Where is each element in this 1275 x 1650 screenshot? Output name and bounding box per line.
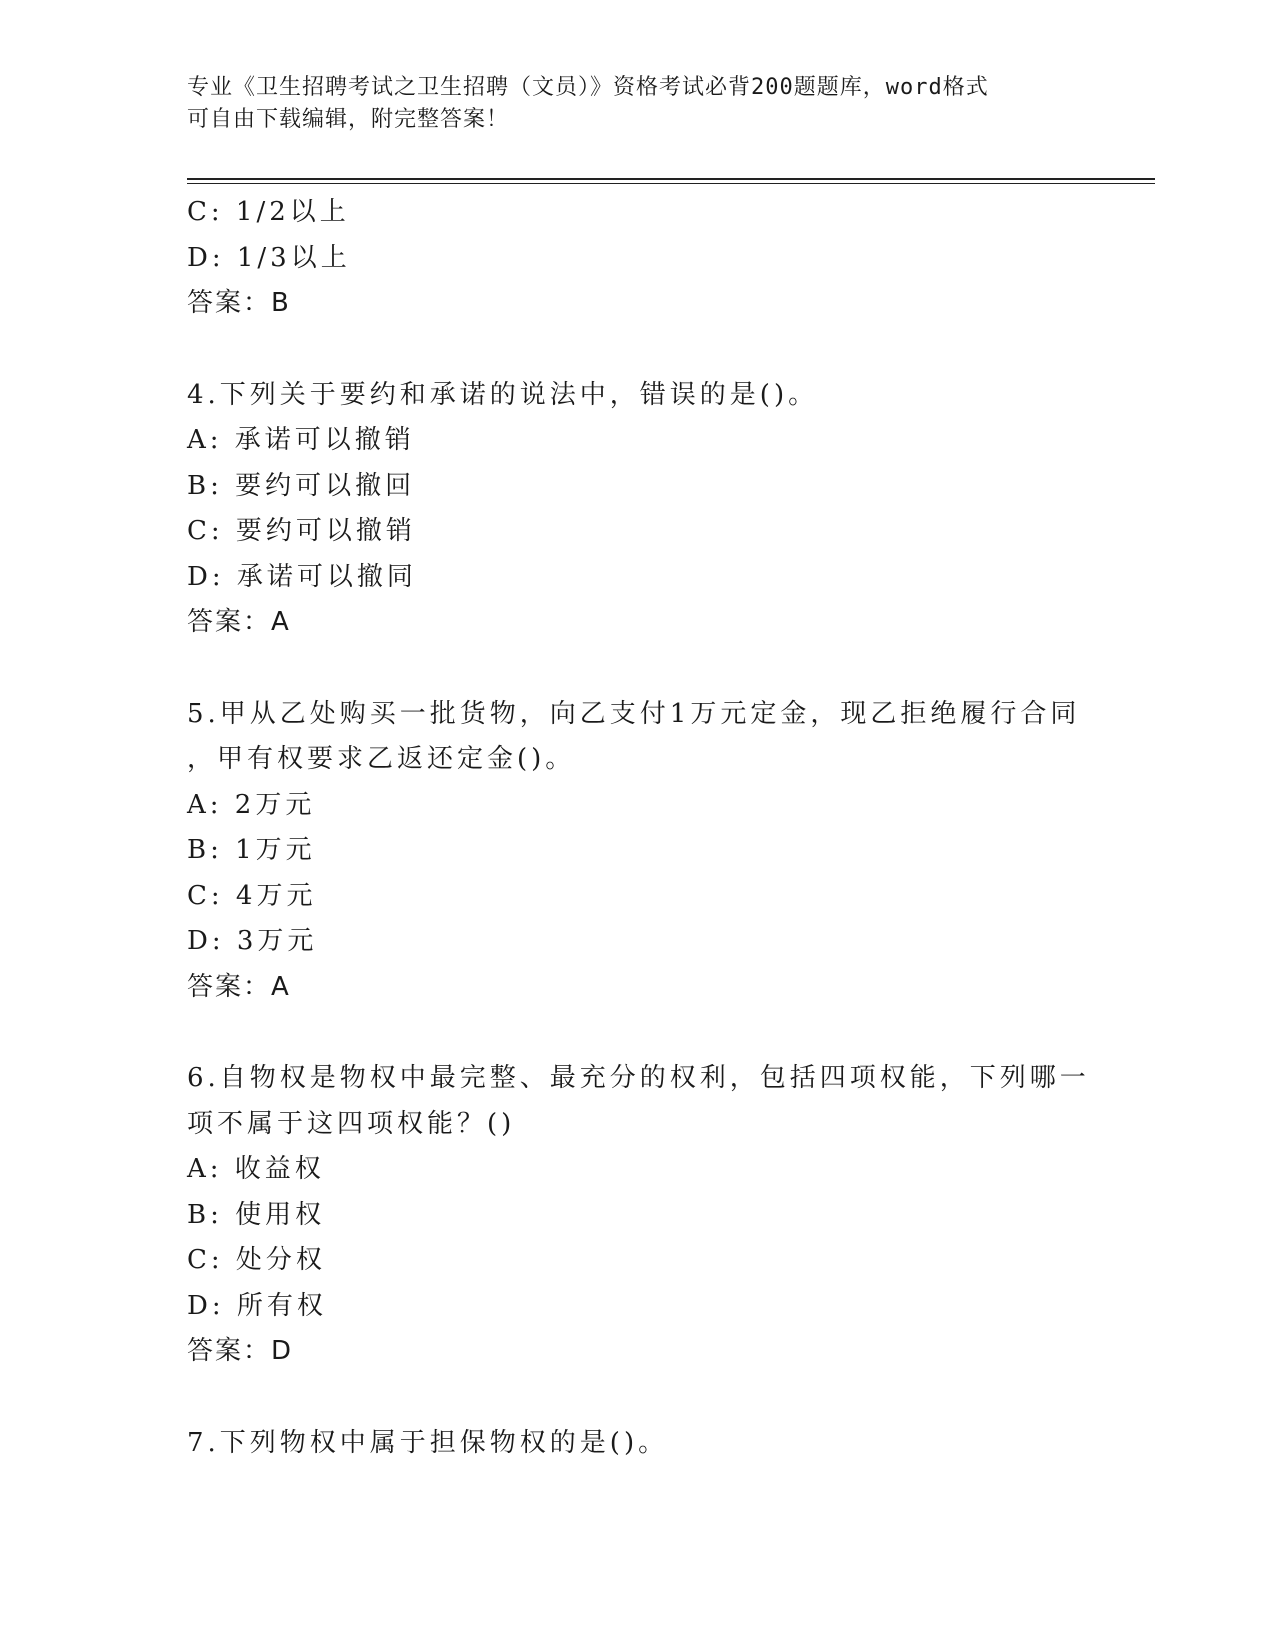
option-b: B: 要约可以撤回 xyxy=(187,470,416,501)
question-text: 4.下列关于要约和承诺的说法中，错误的是()。 xyxy=(187,379,819,410)
question-text-line-1: 6.自物权是物权中最完整、最充分的权利，包括四项权能，下列哪一 xyxy=(187,1063,1090,1093)
option-d: D: 3万元 xyxy=(187,926,318,956)
option-c: C: 处分权 xyxy=(187,1245,326,1275)
question-7 xyxy=(187,1421,1067,1467)
question-6 xyxy=(187,1056,1090,1375)
header-rule-thin xyxy=(187,183,1155,184)
header-line-2: 可自由下载编辑，附完整答案！ xyxy=(187,107,510,132)
question-list xyxy=(187,190,1090,1466)
question-text-line-2: ，甲有权要求乙返还定金()。 xyxy=(187,744,576,774)
option-b: B: 1万元 xyxy=(187,835,316,865)
answer: 答案：B xyxy=(187,288,291,318)
option-d: D: 承诺可以撤同 xyxy=(187,561,417,592)
question-text-line-2: 项不属于这四项权能？() xyxy=(187,1108,516,1139)
header-line-1: 专业《卫生招聘考试之卫生招聘（文员）》资格考试必背200题题库，word格式 xyxy=(187,75,989,100)
header-rule-thick xyxy=(187,178,1155,180)
option-a: A: 收益权 xyxy=(187,1154,325,1184)
question-5 xyxy=(187,692,1081,1011)
question-3 xyxy=(187,190,1067,327)
question-text: 7.下列物权中属于担保物权的是()。 xyxy=(187,1427,669,1458)
option-a: A: 2万元 xyxy=(187,789,316,820)
answer: 答案：A xyxy=(187,607,291,637)
option-a: A: 承诺可以撤销 xyxy=(187,425,415,455)
option-c: C: 要约可以撤销 xyxy=(187,516,416,546)
question-4 xyxy=(187,373,1067,646)
option-d: D: 1/3以上 xyxy=(187,242,351,273)
answer: 答案：A xyxy=(187,971,291,1002)
option-d: D: 所有权 xyxy=(187,1290,327,1321)
answer: 答案：D xyxy=(187,1336,294,1366)
option-c: C: 4万元 xyxy=(187,880,317,911)
question-text-line-1: 5.甲从乙处购买一批货物，向乙支付1万元定金，现乙拒绝履行合同 xyxy=(187,698,1081,729)
option-b: B: 使用权 xyxy=(187,1199,326,1230)
document-header xyxy=(187,72,1067,136)
option-c: C: 1/2以上 xyxy=(187,197,350,227)
